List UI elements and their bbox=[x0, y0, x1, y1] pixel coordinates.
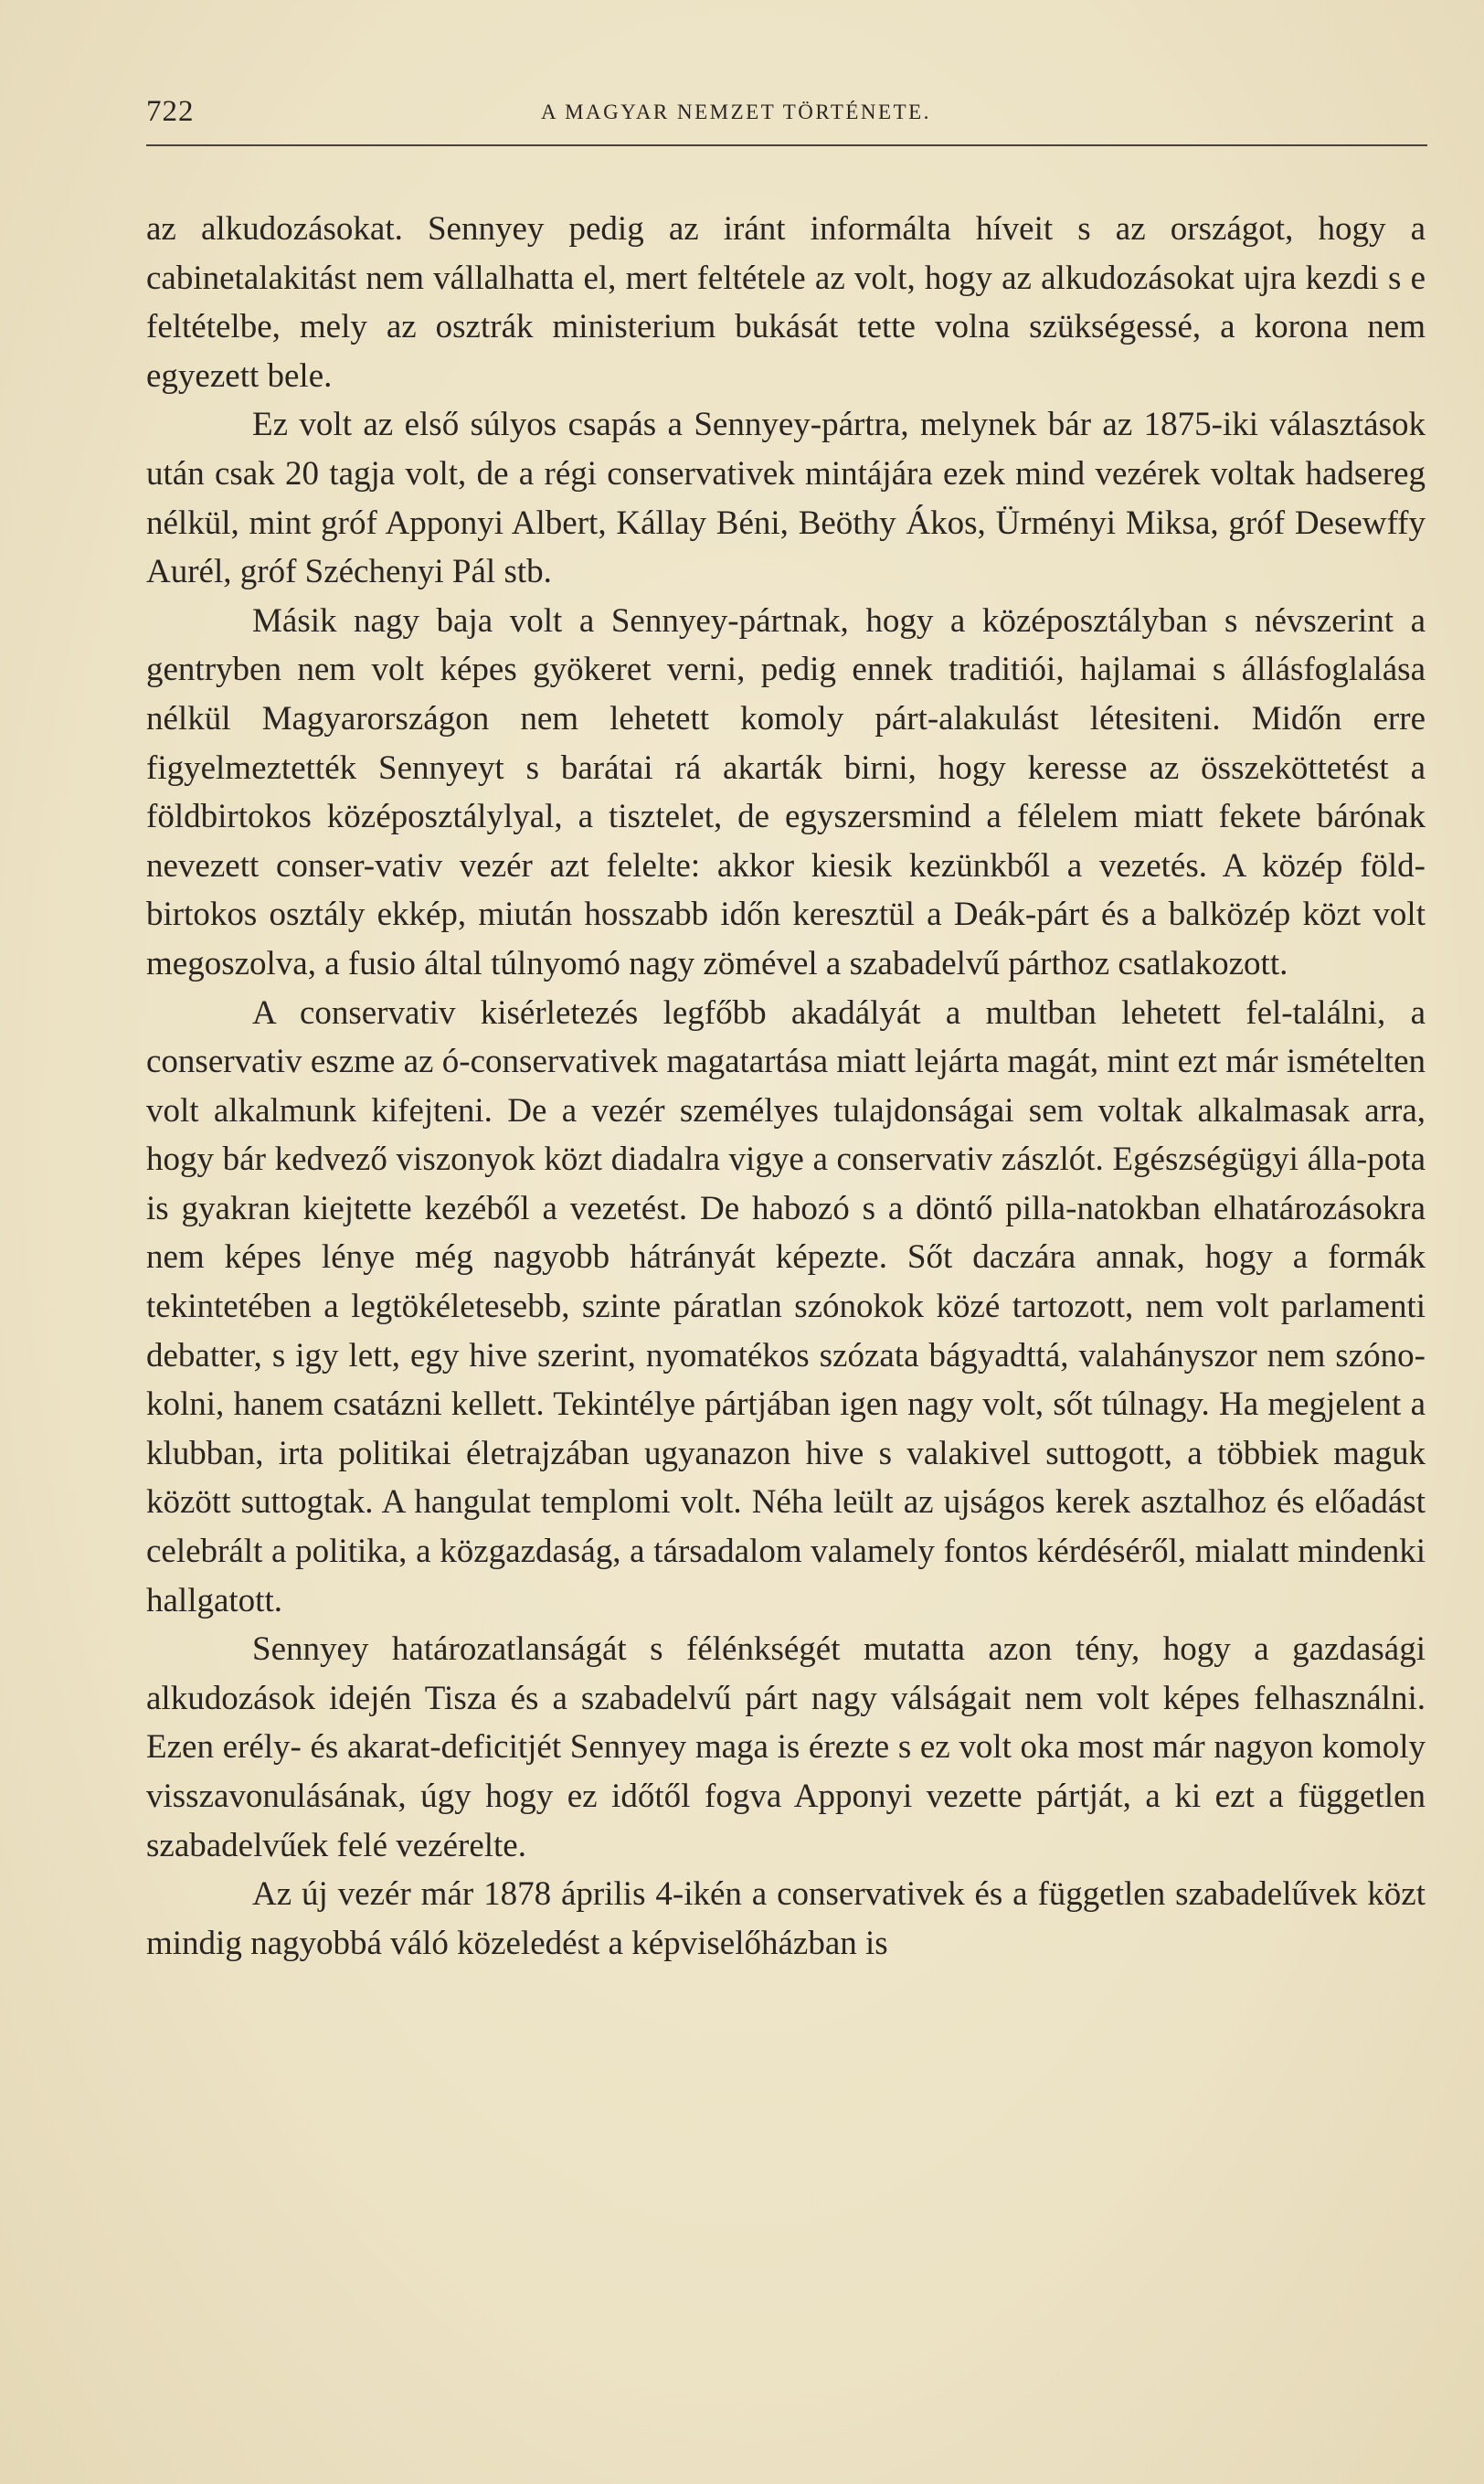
paragraph-4: A conservativ kisérletezés legfőbb akadályát a multban lehetett fel-találni, a conservativ eszme az ó-conservativek magatartása miatt lejárta magát, mint ezt már ismételten volt alkalmunk kifejteni. De a vezér személyes tulajdonságai sem voltak alkalmasak arra, hogy bár kedvező viszonyok közt diadalra vigye a conservativ zászlót. Egészségügyi álla-pota is gyakran kiejtette kezéből a vezetést. De habozó s a döntő pilla-natokban elhatározásokra nem képes lénye még nagyobb hátrányát képezte. Sőt daczára annak, hogy a formák tekintetében a legtökéletesebb, szinte páratlan szónokok közé tartozott, nem volt parlamenti debatter, s igy lett, egy hive szerint, nyomatékos szózata bágyadttá, valahányszor nem szóno-kolni, hanem csatázni kellett. Tekintélye pártjában igen nagy volt, sőt túlnagy. Ha megjelent a klubban, irta politikai életrajzában ugyanazon hive s valakivel suttogott, a többiek maguk között suttogtak. A hangulat templomi volt. Néha leült az ujságos kerek asztalhoz és előadást celebrált a politika, a közgazdaság, a társadalom valamely fontos kérdéséről, mialatt mindenki hallgatott. bbox=[146, 993, 1426, 1619]
paragraph-5: Sennyey határozatlanságát s félénkségét mutatta azon tény, hogy a gazdasági alkudozások idején Tisza és a szabadelvű párt nagy válságait nem volt képes felhasználni. Ezen erély- és akarat-deficitjét Sennyey maga is érezte s ez volt oka most már nagyon komoly visszavonulásának, úgy hogy ez időtől fogva Apponyi vezette pártját, a ki ezt a független szabadelvűek felé vezérelte. bbox=[146, 1630, 1426, 1864]
body-text bbox=[146, 205, 1426, 1968]
running-head bbox=[146, 95, 1426, 141]
paragraph-1: az alkudozásokat. Sennyey pedig az iránt informálta híveit s az országot, hogy a cabinetalakitást nem vállalhatta el, mert feltétele az volt, hogy az alkudozásokat ujra kezdi s e feltételbe, mely az osztrák ministerium bukását tette volna szükségessé, a korona nem egyezett bele. bbox=[146, 210, 1426, 395]
page-number: 722 bbox=[146, 95, 195, 128]
paragraph-2: Ez volt az első súlyos csapás a Sennyey-pártra, melynek bár az 1875-iki választások után csak 20 tagja volt, de a régi conservativek mintájára ezek mind vezérek voltak hadsereg nélkül, mint gróf Apponyi Albert, Kállay Béni, Beöthy Ákos, Ürményi Miksa, gróf Desewffy Aurél, gróf Széchenyi Pál stb. bbox=[146, 406, 1426, 591]
paragraph-3: Másik nagy baja volt a Sennyey-pártnak, hogy a középosztályban s névszerint a gentryben nem volt képes gyökeret verni, pedig ennek traditiói, hajlamai s állásfoglalása nélkül Magyarországon nem lehetett komoly párt-alakulást létesiteni. Midőn erre figyelmeztették Sennyeyt s barátai rá akarták birni, hogy keresse az összeköttetést a földbirtokos középosztálylyal, a tisztelet, de egyszersmind a félelem miatt fekete bárónak nevezett conser-vativ vezér azt felelte: akkor kiesik kezünkből a vezetés. A közép föld-birtokos osztály ekkép, miután hosszabb időn keresztül a Deák-párt és a balközép közt volt megoszolva, a fusio által túlnyomó nagy zömével a szabadelvű párthoz csatlakozott. bbox=[146, 601, 1426, 982]
paragraph-6: Az új vezér már 1878 április 4-ikén a conservativek és a független szabadelűvek közt mindig nagyobbá váló közeledést a képviselőházban is bbox=[146, 1875, 1426, 1962]
running-title: A MAGYAR NEMZET TÖRTÉNETE. bbox=[541, 101, 931, 123]
header-rule bbox=[146, 144, 1427, 146]
